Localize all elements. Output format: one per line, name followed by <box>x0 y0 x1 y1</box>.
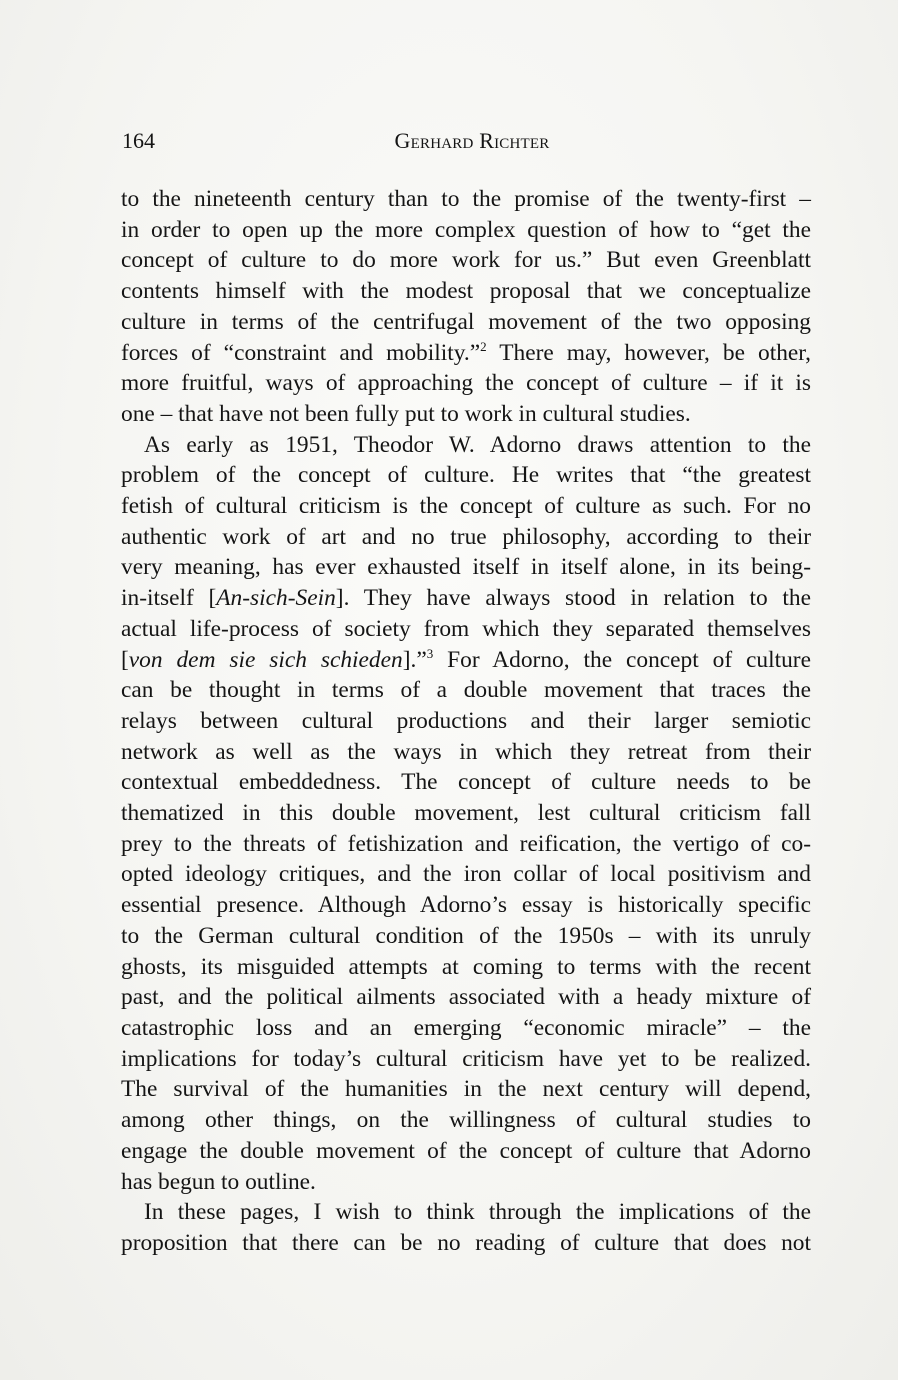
text-line: prey to the threats of fetishization and reification, the vertigo of co- <box>121 830 811 857</box>
italic-term: An-sich-Sein <box>216 585 336 612</box>
text-line: opted ideology critiques, and the iron collar of local positivism and <box>121 861 811 888</box>
text-line: to the German cultural condition of the 1950s – with its unruly <box>121 922 811 949</box>
text-line: network as well as the ways in which they retreat from their <box>121 738 811 765</box>
text-line: contents himself with the modest proposal that we conceptualize <box>121 278 811 305</box>
text-line: relays between cultural productions and their larger semiotic <box>121 707 811 734</box>
text-line: one – that have not been fully put to work in cultural studies. <box>121 400 691 427</box>
text-line: in order to open up the more complex question of how to “get the <box>121 216 811 243</box>
text-line: authentic work of art and no true philosophy, according to their <box>121 523 811 550</box>
text-line: As early as 1951, Theodor W. Adorno draws attention to the <box>144 431 811 458</box>
text-line <box>121 645 811 676</box>
text-line: essential presence. Although Adorno’s essay is historically specific <box>121 892 811 919</box>
text-run: [ <box>121 646 129 673</box>
body-text <box>121 184 811 1259</box>
text-line: proposition that there can be no reading of culture that does not <box>121 1229 811 1256</box>
text-line: ghosts, its misguided attempts at coming to terms with the recent <box>121 953 811 980</box>
text-line: can be thought in terms of a double movement that traces the <box>121 677 811 704</box>
text-line <box>121 583 811 614</box>
text-line: culture in terms of the centrifugal movement of the two opposing <box>121 308 811 335</box>
running-title: Gerhard Richter <box>394 128 550 153</box>
text-line: thematized in this double movement, lest cultural criticism fall <box>121 800 811 827</box>
text-run: For Adorno, the concept of culture <box>433 646 811 673</box>
text-line: contextual embeddedness. The concept of culture needs to be <box>121 769 811 796</box>
text-line: implications for today’s cultural criticism have yet to be realized. <box>121 1045 811 1072</box>
text-run: ]. They have always stood in relation to the <box>335 585 811 612</box>
paragraph-2 <box>121 430 811 1198</box>
text-line: has begun to outline. <box>121 1168 316 1195</box>
footnote-marker-2: 2 <box>480 338 487 354</box>
text-run: forces of “constraint and mobility.” <box>121 339 481 366</box>
text-line: among other things, on the willingness of cultural studies to <box>121 1107 811 1134</box>
text-line <box>121 338 811 369</box>
page-number: 164 <box>122 128 155 153</box>
text-line: fetish of cultural criticism is the concept of culture as such. For no <box>121 493 811 520</box>
text-line: concept of culture to do more work for us.” But even Greenblatt <box>121 247 811 274</box>
text-line: problem of the concept of culture. He writes that “the greatest <box>121 462 811 489</box>
italic-term: von dem sie sich schieden <box>128 646 403 673</box>
paragraph-1 <box>121 184 811 430</box>
footnote-marker-3: 3 <box>426 645 434 661</box>
text-line: The survival of the humanities in the next century will depend, <box>121 1076 811 1103</box>
text-line: more fruitful, ways of approaching the concept of culture – if it is <box>121 370 811 397</box>
text-line: past, and the political ailments associated with a heady mixture of <box>121 984 811 1011</box>
text-line: engage the double movement of the concept of culture that Adorno <box>121 1137 811 1164</box>
text-run: There may, however, be other, <box>486 339 811 366</box>
paragraph-3 <box>121 1197 811 1258</box>
text-run: ].” <box>402 646 427 673</box>
text-line: actual life-process of society from which they separated themselves <box>121 615 811 642</box>
text-line: In these pages, I wish to think through the implications of the <box>144 1199 811 1226</box>
text-line: very meaning, has ever exhausted itself in itself alone, in its being- <box>121 554 811 581</box>
text-line: catastrophic loss and an emerging “economic miracle” – the <box>121 1014 811 1041</box>
text-run: in-itself [ <box>121 585 217 612</box>
text-line: to the nineteenth century than to the promise of the twenty-first – <box>121 186 811 212</box>
running-head <box>122 126 812 156</box>
